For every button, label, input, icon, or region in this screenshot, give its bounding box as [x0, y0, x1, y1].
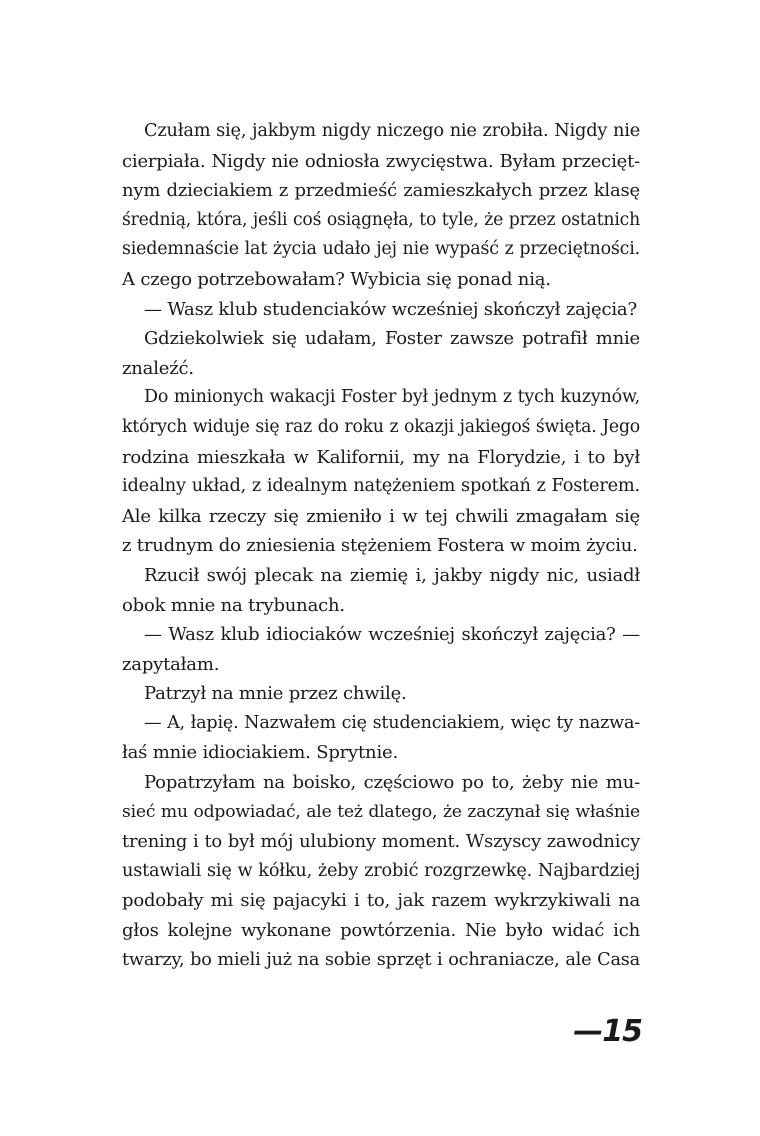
- text-line: sieć mu odpowiadać, ale też dlatego, że zaczynał się właśnie: [122, 801, 640, 822]
- text-line: A czego potrzebowałam? Wybicia się ponad nią.: [122, 268, 551, 290]
- text-line: znaleźć.: [122, 357, 194, 379]
- text-line: Gdziekolwiek się udałam, Foster zawsze potrafił mnie: [144, 328, 640, 350]
- body-text: [122, 117, 640, 975]
- text-line: Do minionych wakacji Foster był jednym z tych kuzynów,: [144, 387, 640, 408]
- text-line: których widuje się raz do roku z okazji jakiegoś święta. Jego: [122, 416, 640, 437]
- text-line: siedemnaście lat życia udało jej nie wypaść z przeciętności.: [122, 239, 640, 260]
- text-line: — Wasz klub studenciaków wcześniej skończył zajęcia?: [144, 298, 637, 320]
- text-line: Rzucił swój plecak na ziemię i, jakby nigdy nic, usiadł: [144, 564, 640, 586]
- text-line: Czułam się, jakbym nigdy niczego nie zrobiła. Nigdy nie: [144, 121, 640, 141]
- text-line: zapytałam.: [122, 653, 220, 675]
- text-line: ustawiali się w kółku, żeby zrobić rozgrzewkę. Najbardziej: [122, 860, 640, 881]
- text-line: — Wasz klub idiociaków wcześniej skończył zajęcia? —: [144, 624, 640, 646]
- text-line: — A, łapię. Nazwałem cię studenciakiem, więc ty nazwa-: [144, 712, 640, 733]
- text-line: nym dzieciakiem z przedmieść zamieszkałych przez klasę: [122, 180, 640, 202]
- text-line: idealny układ, z idealnym natężeniem spotkań z Fosterem.: [122, 476, 640, 497]
- text-line: Ale kilka rzeczy się zmieniło i w tej chwili zmagałam się: [122, 505, 640, 527]
- text-line: podobały mi się pajacyki i to, jak razem wykrzykiwali na: [122, 890, 640, 912]
- page-number: —15: [573, 1014, 642, 1049]
- text-line: głos kolejne wykonane powtórzenia. Nie było widać ich: [122, 920, 640, 942]
- text-line: twarzy, bo mieli już na sobie sprzęt i ochraniacze, ale Casa: [122, 949, 640, 970]
- text-line: łaś mnie idiociakiem. Sprytnie.: [122, 742, 398, 764]
- text-line: rodzina mieszkała w Kalifornii, my na Florydzie, i to był: [122, 446, 640, 468]
- text-line: cierpiała. Nigdy nie odniosła zwycięstwa. Byłam przecięt-: [122, 150, 640, 172]
- text-line: Popatrzyłam na boisko, częściowo po to, żeby nie mu-: [144, 772, 640, 794]
- text-line: średnią, która, jeśli coś osiągnęła, to tyle, że przez ostatnich: [122, 209, 640, 230]
- text-line: trening i to był mój ulubiony moment. Wszyscy zawodnicy: [122, 831, 640, 853]
- text-line: obok mnie na trybunach.: [122, 594, 345, 616]
- text-line: z trudnym do zniesienia stężeniem Fostera w moim życiu.: [122, 535, 638, 557]
- text-line: Patrzył na mnie przez chwilę.: [144, 683, 407, 705]
